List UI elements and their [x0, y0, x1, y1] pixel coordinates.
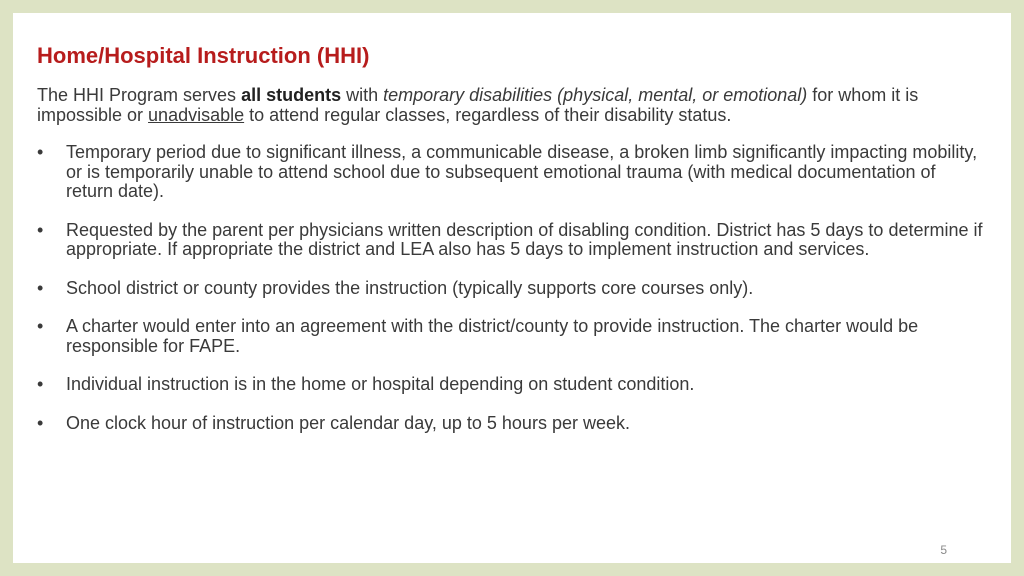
intro-bold-text: all students: [241, 85, 342, 105]
bullet-item: [37, 221, 987, 260]
intro-italic-text: temporary disabilities (physical, mental, or emotional): [383, 85, 808, 105]
bullet-text: School district or county provides the instruction (typically supports core courses only).: [66, 277, 754, 298]
bullet-dot-icon: •: [37, 316, 44, 336]
bullet-text: Requested by the parent per physicians written description of disabling condition. District has 5 days to determine if appropriate. If appropriate the district and LEA also has 5 days to implement instruction and services.: [66, 219, 983, 259]
bullet-text: Individual instruction is in the home or hospital depending on student condition.: [66, 374, 695, 394]
bullet-text: One clock hour of instruction per calendar day, up to 5 hours per week.: [66, 412, 630, 433]
bullet-text: A charter would enter into an agreement with the district/county to provide instruction. The charter would be responsible for FAPE.: [66, 316, 919, 356]
bullet-item: [37, 375, 987, 395]
slide-title: Home/Hospital Instruction (HHI): [37, 43, 370, 68]
bullet-item: [37, 414, 987, 434]
bullet-item: [37, 143, 987, 202]
bullet-text: Temporary period due to significant illness, a communicable disease, a broken limb significantly impacting mobility, or is temporarily unable to attend school due to subsequent emotional trauma (with medical documentation of return date).: [66, 142, 978, 201]
bullet-list: [37, 143, 987, 452]
bullet-dot-icon: •: [37, 142, 44, 162]
bullet-dot-icon: •: [37, 219, 44, 240]
page-number: 5: [940, 543, 947, 557]
slide: [13, 13, 1011, 563]
intro-text-1: The HHI Program serves: [37, 85, 242, 105]
bullet-dot-icon: •: [37, 374, 44, 394]
intro-text-3: for whom it is impossible or: [37, 85, 919, 125]
bullet-item: [37, 317, 987, 356]
bullet-dot-icon: •: [37, 277, 44, 298]
bullet-dot-icon: •: [37, 412, 44, 433]
bullet-item: [37, 279, 987, 299]
intro-text-2: with: [341, 85, 384, 105]
intro-text-4: to attend regular classes, regardless of their disability status.: [244, 105, 732, 125]
intro-underline-text: unadvisable: [148, 105, 245, 125]
intro-paragraph: [37, 85, 987, 125]
